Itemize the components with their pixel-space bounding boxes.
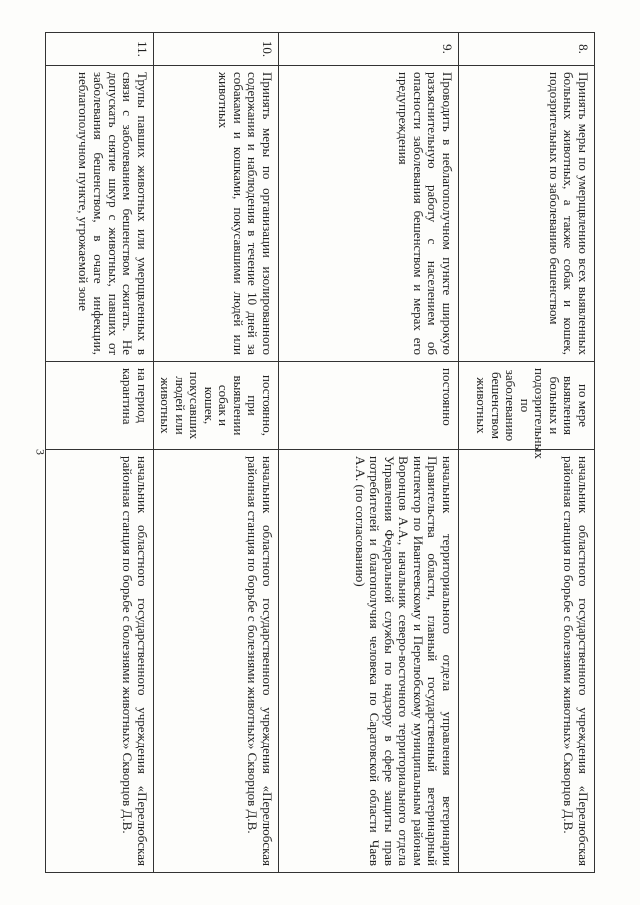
page-number: 3: [33, 449, 48, 455]
measures-table: [45, 32, 595, 873]
table-row: [153, 33, 278, 873]
term-cell: по мере выявления больных и подозрительных по заболеванию бешенством животных: [459, 362, 595, 450]
table-row: [46, 33, 154, 873]
responsible-cell: начальник областного государственного учреждения «Перелюбская районная станция по борьбе с болезнями животных» Скворцов Д.В.: [46, 450, 154, 873]
measure-cell: Принять меры по умерщвлению всех выявленных больных животных, а также собак и кошек, подозрительных по заболеванию бешенством: [459, 66, 595, 362]
rotated-page: [45, 32, 595, 872]
table-row: [279, 33, 459, 873]
row-number: 9.: [279, 33, 459, 66]
term-cell: постоянно, при выявлении собак и кошек, покусавших людей или животных: [153, 362, 278, 450]
row-number: 11.: [46, 33, 154, 66]
responsible-cell: начальник территориального отдела управления ветеринарии Правительства области, главный государственный ветеринарный инспектор по Ивантеевскому и Перелюбскому муниципальным районам Воронцов А.А., начальник северо-восточного территориального отдела Управления Федеральной службы по надзору в сфере защиты прав потребителей и благополучия человека по Саратовской области Чаев А.А. (по согласованию): [279, 450, 459, 873]
term-cell: на период карантина: [46, 362, 154, 450]
table-row: [459, 33, 595, 873]
measure-cell: Проводить в неблагополучном пункте широкую разъяснительную работу с населением об опасности заболевания бешенством и мерах его предупреждения: [279, 66, 459, 362]
measure-cell: Принять меры по организации изолированного содержания и наблюдения в течение 10 дней за собаками и кошками, покусавшими людей или животных: [153, 66, 278, 362]
row-number: 10.: [153, 33, 278, 66]
term-cell: постоянно: [279, 362, 459, 450]
responsible-cell: начальник областного государственного учреждения «Перелюбская районная станция по борьбе с болезнями животных» Скворцов Д.В.: [153, 450, 278, 873]
row-number: 8.: [459, 33, 595, 66]
measure-cell: Трупы павших животных или умерщвленных в связи с заболеванием бешенством сжигать. Не допускать снятие шкур с животных, павших от заболевания бешенством, в очаге инфекции, неблагополучном пункте, угрожаемой зоне: [46, 66, 154, 362]
responsible-cell: начальник областного государственного учреждения «Перелюбская районная станция по борьбе с болезнями животных» Скворцов Д.В.: [459, 450, 595, 873]
